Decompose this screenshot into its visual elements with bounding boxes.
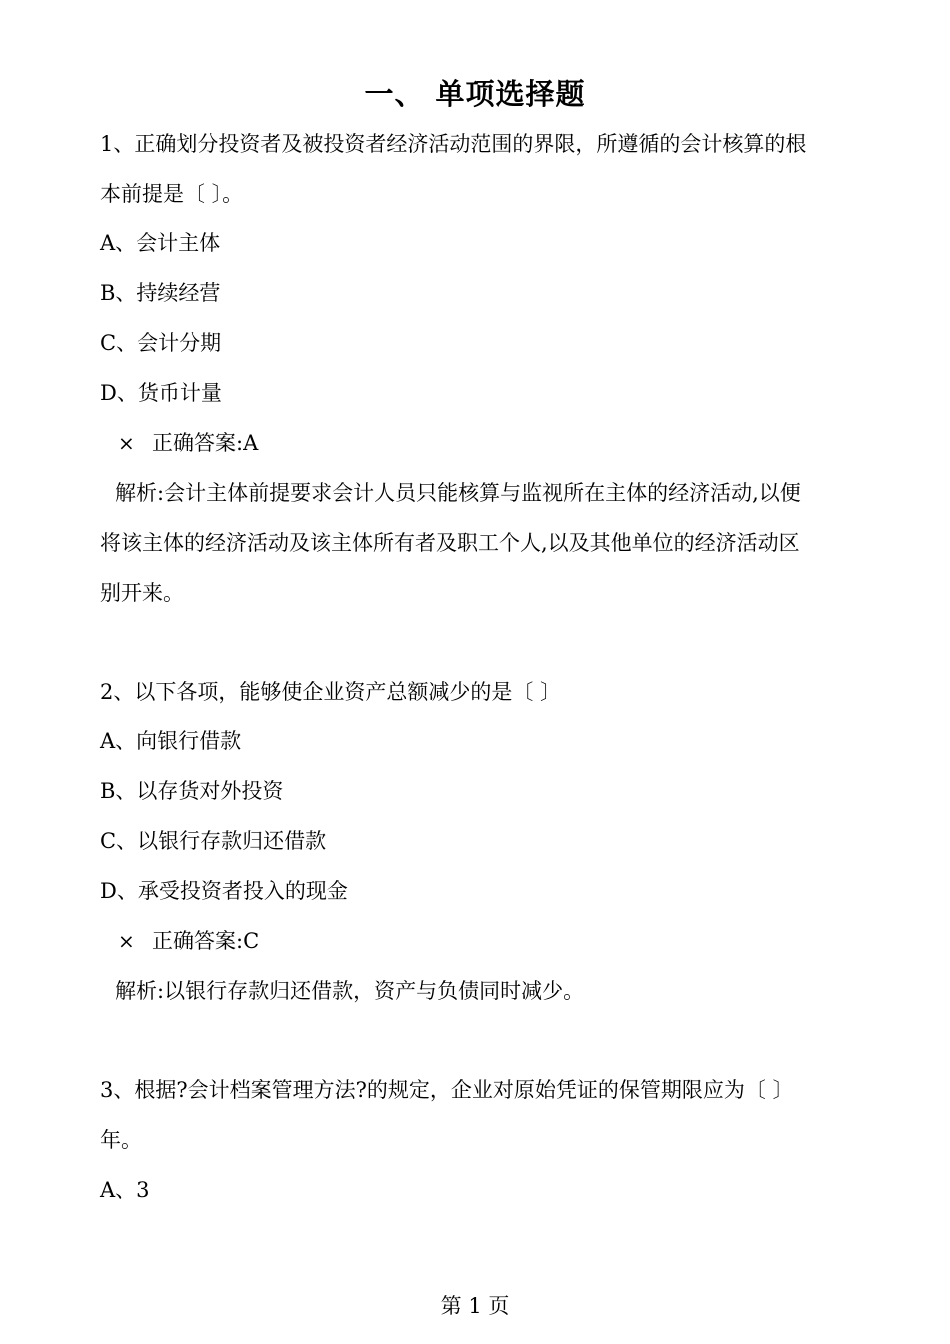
question-1-analysis-line-2: 将该主体的经济活动及该主体所有者及职工个人,以及其他单位的经济活动区: [100, 531, 800, 555]
question-2-option-b: B、以存货对外投资: [100, 779, 284, 803]
section-title: 一、 单项选择题: [364, 77, 586, 111]
question-2-option-d: D、承受投资者投入的现金: [100, 879, 348, 903]
question-3-stem-line-2: 年。: [100, 1128, 142, 1152]
question-1-answer: 正确答案:A: [152, 431, 259, 455]
question-2-answer: 正确答案:C: [152, 929, 260, 953]
question-2-analysis-line-1: 解析:以银行存款归还借款，资产与负债同时减少。: [115, 979, 585, 1003]
question-3-option-a: A、3: [100, 1178, 150, 1202]
question-1-analysis-line-1: 解析:会计主体前提要求会计人员只能核算与监视所在主体的经济活动,以便: [115, 481, 801, 505]
question-1-wrong-mark-icon: ×: [118, 431, 135, 455]
question-3-stem-line-1: 3、根据?会计档案管理方法?的规定，企业对原始凭证的保管期限应为〔 〕: [100, 1078, 794, 1102]
question-1-analysis-line-3: 别开来。: [100, 581, 184, 605]
question-1-stem-line-1: 1、正确划分投资者及被投资者经济活动范围的界限，所遵循的会计核算的根: [100, 132, 807, 156]
page-number: 第 1 页: [440, 1294, 510, 1318]
question-1-option-d: D、货币计量: [100, 381, 222, 405]
question-1-option-c: C、会计分期: [100, 331, 222, 355]
question-2-option-a: A、向银行借款: [100, 729, 242, 753]
question-2-stem-line-1: 2、以下各项，能够使企业资产总额减少的是〔 〕: [100, 680, 562, 704]
question-2-wrong-mark-icon: ×: [118, 929, 135, 953]
question-1-option-b: B、持续经营: [100, 281, 221, 305]
question-1-stem-line-2: 本前提是〔 〕。: [100, 182, 244, 206]
question-1-option-a: A、会计主体: [100, 231, 221, 255]
question-2-option-c: C、以银行存款归还借款: [100, 829, 327, 853]
